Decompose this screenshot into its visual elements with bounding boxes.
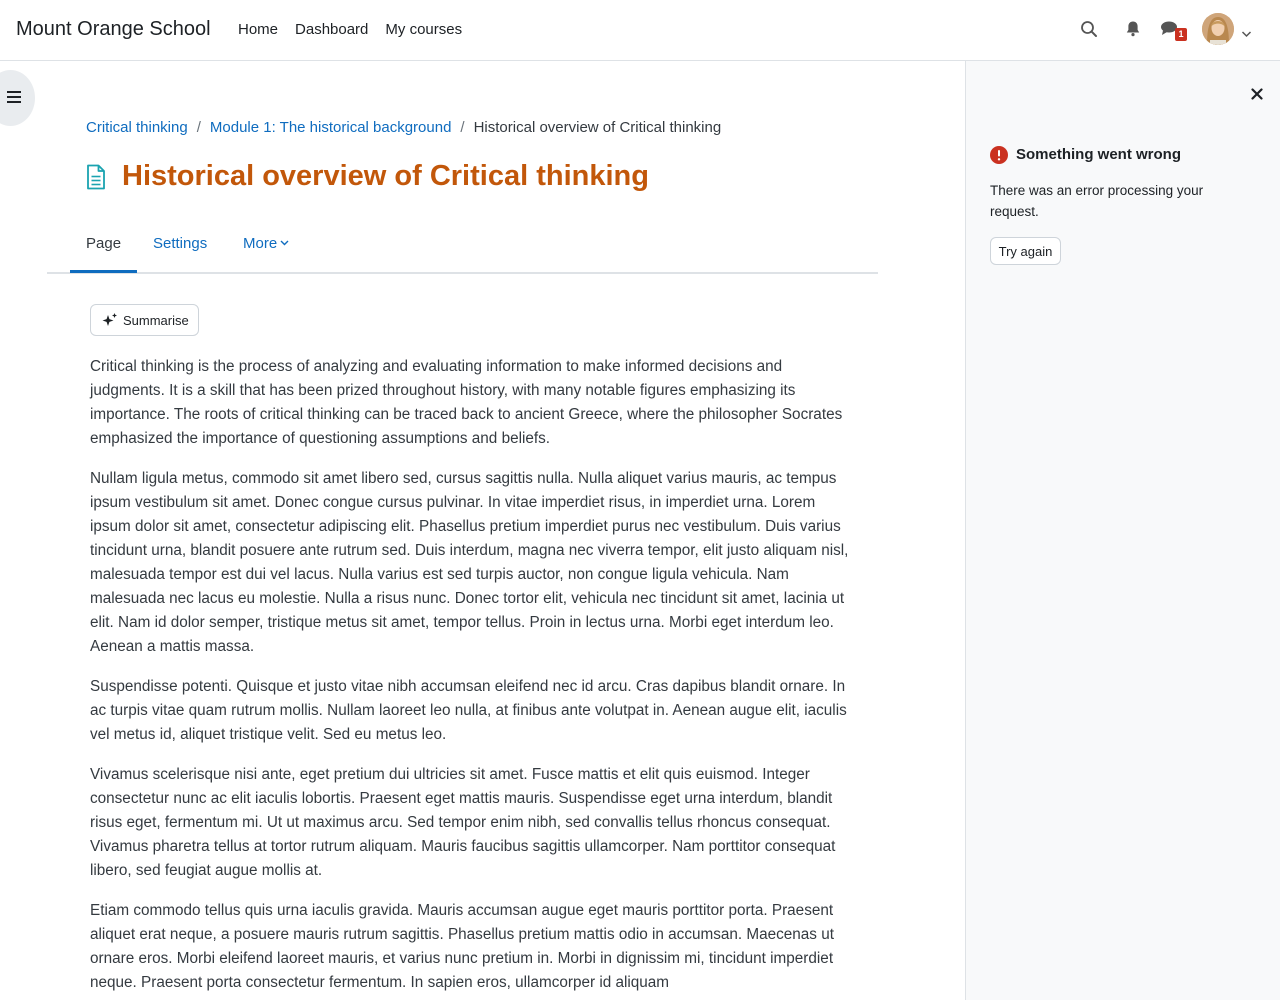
- breadcrumb: [86, 119, 721, 136]
- error-message: There was an error processing your request.: [990, 183, 1204, 219]
- nav-home[interactable]: Home: [238, 21, 279, 38]
- user-avatar[interactable]: [1202, 13, 1234, 45]
- user-menu-chevron-down-icon[interactable]: [1241, 25, 1252, 33]
- content-paragraph: Vivamus scelerisque nisi ante, eget pretium dui ultricies sit amet. Fusce mattis et elit quis euismod. Integer consectetur nunc ac elit iaculis lobortis. Praesent eget mattis mauris. Suspendisse eget urna interdum, blandit risus eget, fermentum mi. Ut ut maximus arcu. Sed tempor enim nibh, sed convallis tellus rhoncus consequat. Vivamus pharetra tellus at tortor rutrum aliquam. Mauris faucibus sagittis ullamcorper. Nam porttitor consequat libero, sed feugiat augue mollis at.: [90, 766, 836, 879]
- page-title: Historical overview of Critical thinking: [122, 160, 649, 192]
- breadcrumb-separator: /: [460, 119, 465, 136]
- search-icon[interactable]: [1080, 20, 1100, 40]
- tab-more-label: More: [243, 235, 278, 252]
- bell-icon[interactable]: [1125, 20, 1145, 40]
- content-paragraph: Etiam commodo tellus quis urna iaculis gravida. Mauris accumsan augue eget mauris porttitor porta. Praesent aliquet erat neque, a posuere mauris rutrum sagittis. Phasellus pretium mattis odio in accumsan. Maecenas ut ornare eros. Morbi eleifend laoreet mauris, et varius nunc pretium in. Morbi in dignissim mi, tincidunt imperdiet neque. Praesent porta consectetur fermentum. In sapien eros, ullamcorper id aliquam: [90, 902, 834, 991]
- active-tab-indicator: [70, 270, 137, 273]
- nav-my-courses[interactable]: My courses: [385, 21, 463, 38]
- breadcrumb-current: Historical overview of Critical thinking: [473, 119, 722, 136]
- content-paragraph: Suspendisse potenti. Quisque et justo vitae nibh accumsan eleifend nec id arcu. Cras dapibus blandit ornare. In ac turpis vitae quam rutrum mollis. Nullam laoreet leo nulla, at finibus ante volutpat in. Aenean augue elit, iaculis vel metus id, aliquet tristique velit. Sed eu metus leo.: [90, 678, 847, 743]
- tab-more[interactable]: [243, 235, 289, 252]
- tab-settings[interactable]: Settings: [153, 235, 208, 252]
- breadcrumb-link-module[interactable]: Module 1: The historical background: [209, 119, 452, 136]
- top-navbar: [0, 0, 1280, 61]
- content-paragraph: Critical thinking is the process of analyzing and evaluating information to make informed decisions and judgments. It is a skill that has been prized throughout history, with many notable figures emphasizing its importance. The roots of critical thinking can be traced back to ancient Greece, where the philosopher Socrates emphasized the importance of questioning assumptions and beliefs.: [90, 358, 843, 447]
- content-paragraph: Nullam ligula metus, commodo sit amet libero sed, cursus sagittis nulla. Nulla aliquet varius mauris, ac tempus ipsum vestibulum sit amet. Donec congue cursus pulvinar. In vitae imperdiet risus, in imperdiet urna. Lorem ipsum dolor sit amet, consectetur adipiscing elit. Phasellus pretium imperdiet purus nec vestibulum. Duis varius tincidunt urna, blandit posuere ante rutrum sed. Duis interdum, magna nec viverra tempor, elit justo aliquam nisl, malesuada tempor est dui vel lacus. Nulla varius est sed turpis auctor, non congue ligula vehicula. Nam malesuada nec lacus eu molestie. Nulla a risus nunc. Donec tortor elit, vehicula nec tincidunt sit amet, lacinia ut elit. Nam id dolor semper, tristique metus sit amet, tempor tellus. Proin in lectus urna. Morbi eget interdum leo. Aenean a mattis massa.: [90, 470, 849, 655]
- close-icon[interactable]: [1251, 87, 1263, 99]
- summarise-button[interactable]: [90, 304, 199, 336]
- sparkle-icon: [101, 312, 119, 328]
- nav-dashboard[interactable]: Dashboard: [295, 21, 369, 38]
- tab-page[interactable]: Page: [86, 235, 122, 252]
- error-title: Something went wrong: [1016, 146, 1181, 163]
- breadcrumb-separator: /: [196, 119, 201, 136]
- page-content: [90, 355, 855, 1000]
- breadcrumb-link-course[interactable]: Critical thinking: [86, 119, 188, 136]
- ai-drawer: [965, 61, 1280, 1000]
- summarise-label: Summarise: [123, 312, 189, 328]
- page-icon: [86, 164, 106, 190]
- site-brand[interactable]: Mount Orange School: [16, 18, 211, 40]
- chevron-down-icon: [280, 240, 289, 246]
- exclamation-circle-icon: [990, 146, 1008, 164]
- secondary-navigation: [47, 222, 878, 274]
- hamburger-icon: [7, 91, 21, 103]
- try-again-button[interactable]: Try again: [990, 237, 1061, 265]
- course-index-toggle[interactable]: [0, 70, 35, 126]
- messages-count-badge: 1: [1175, 28, 1187, 41]
- primary-navigation: [238, 21, 462, 38]
